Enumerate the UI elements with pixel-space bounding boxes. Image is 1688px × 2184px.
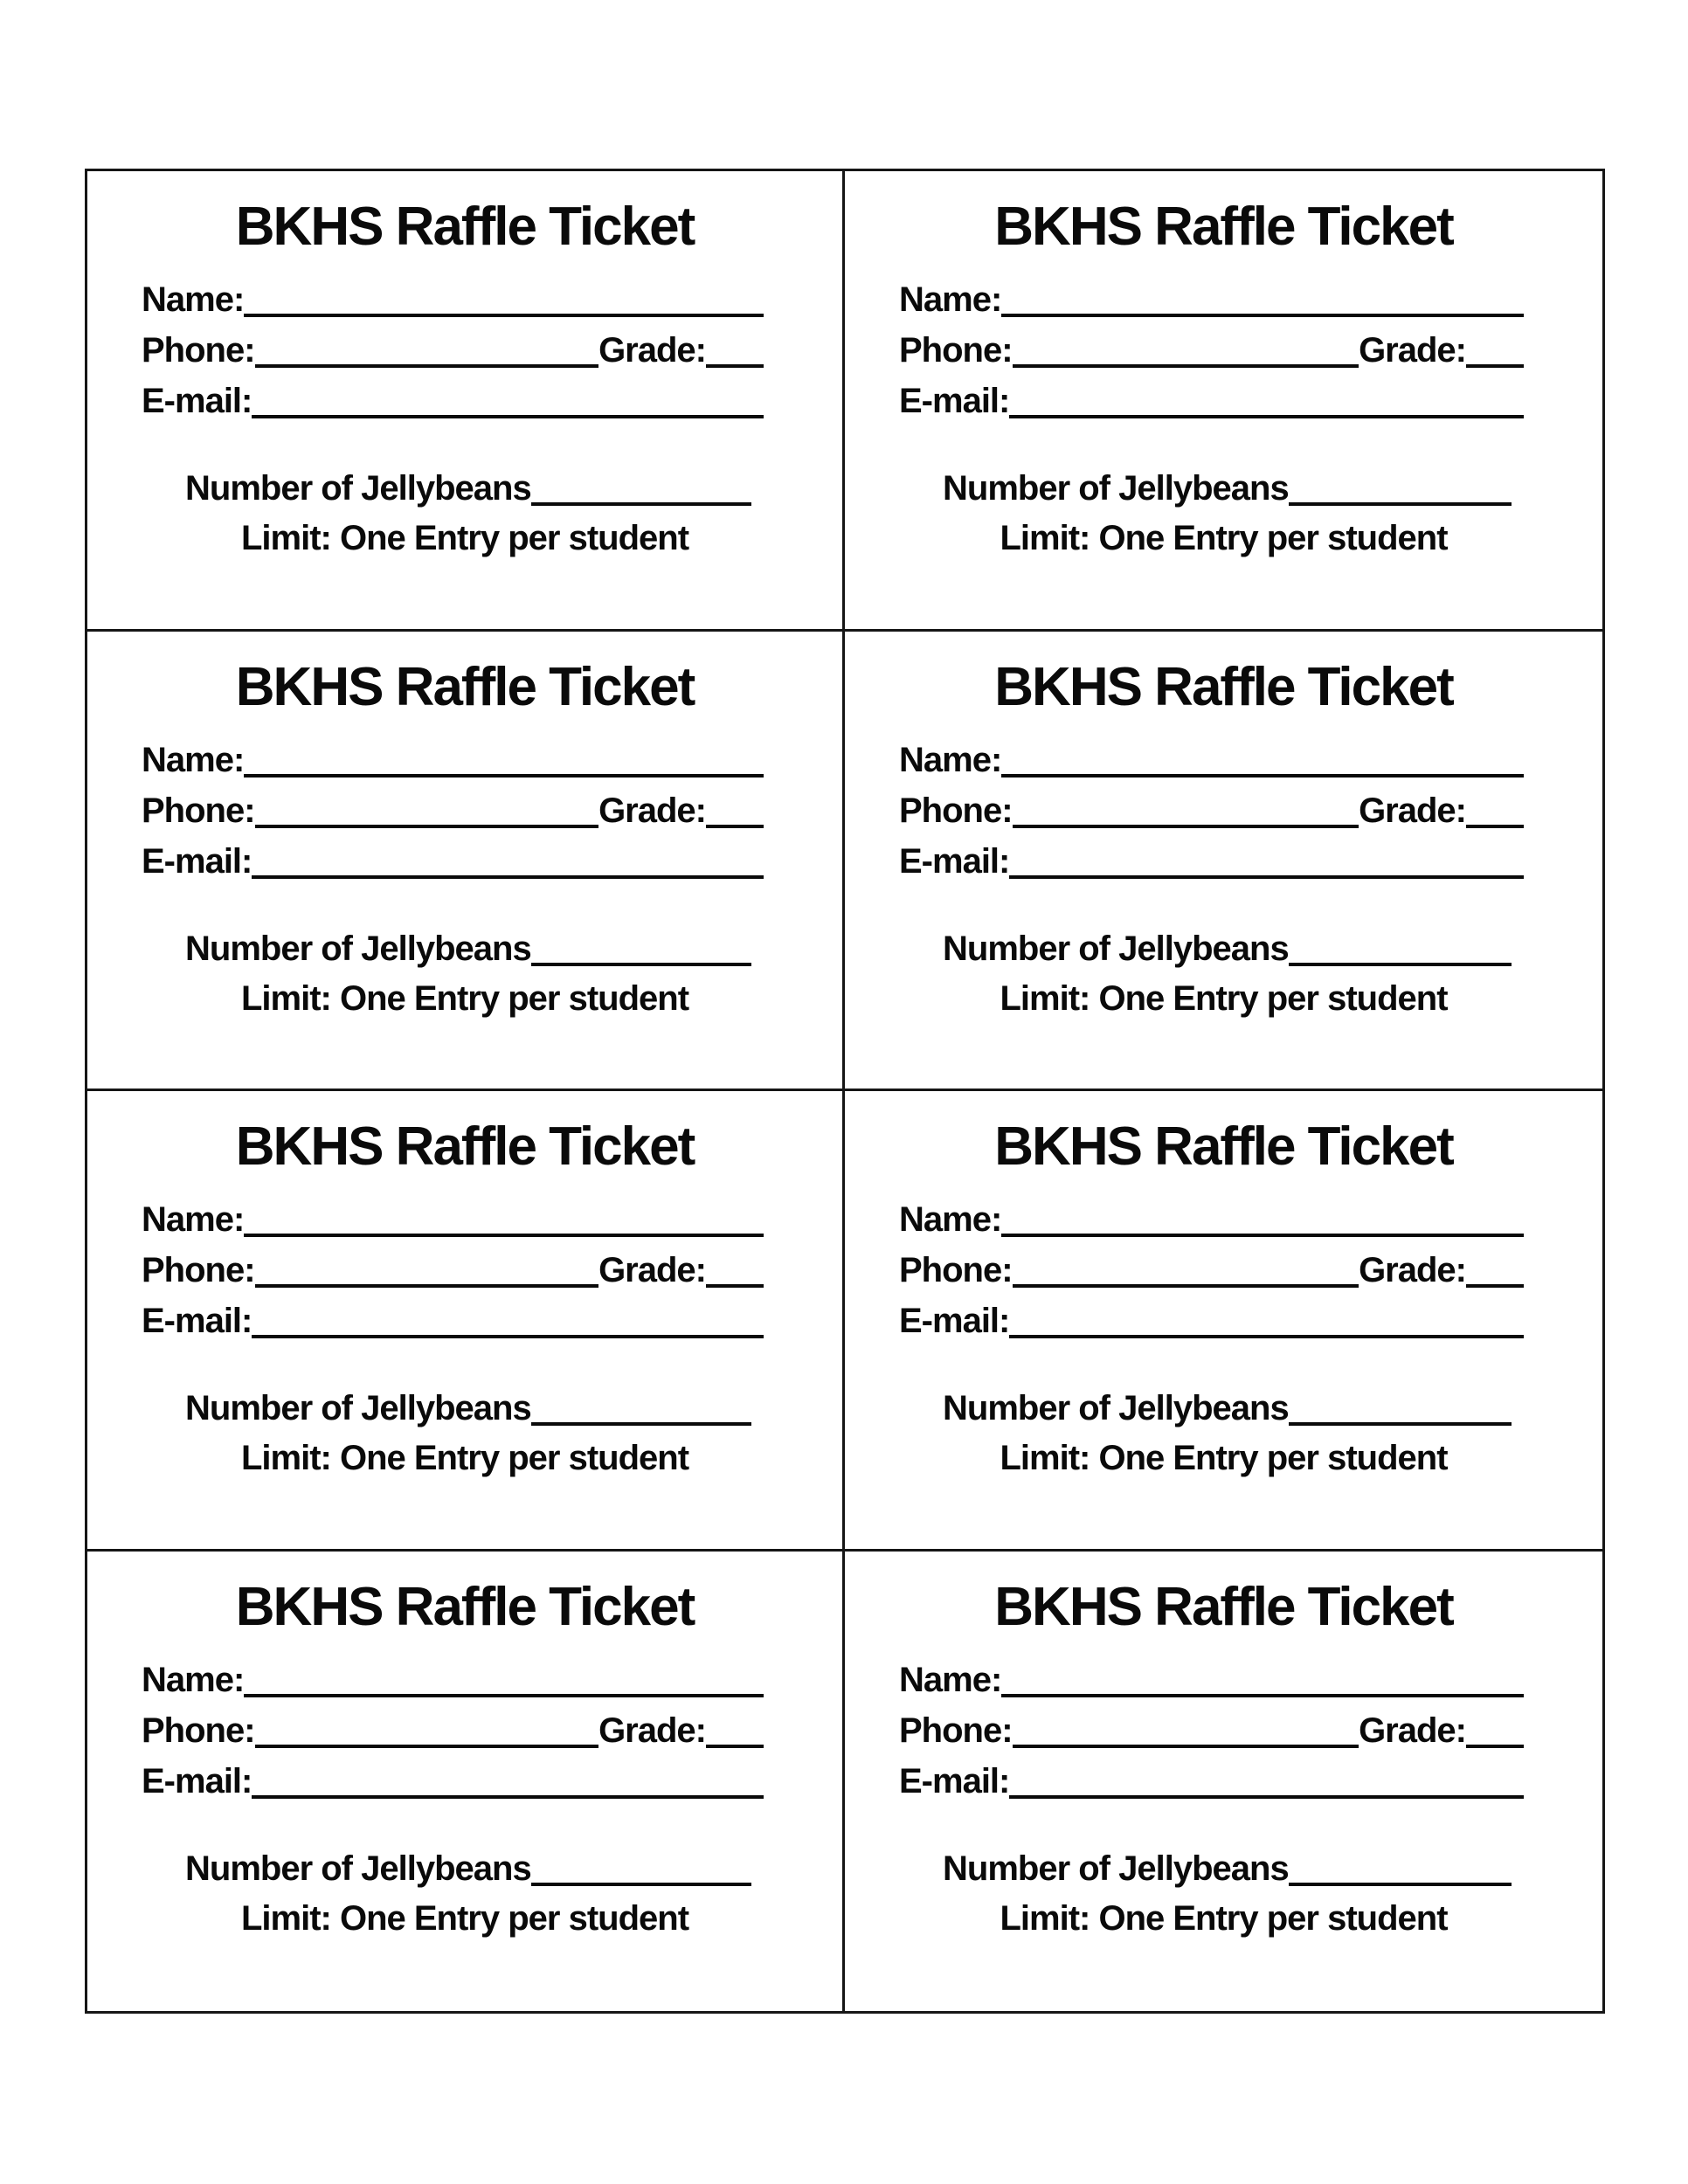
phone-row (899, 1705, 1524, 1756)
name-label: Name: (142, 1200, 245, 1239)
phone-label: Phone: (899, 331, 1013, 370)
jellybeans-label: Number of Jellybeans (185, 929, 531, 968)
name-row (899, 1194, 1524, 1245)
jellybeans-row (185, 463, 751, 514)
email-row (899, 376, 1524, 426)
email-blank-line (1009, 415, 1524, 418)
email-blank-line (252, 1335, 764, 1338)
email-blank-line (1009, 1335, 1524, 1338)
ticket (845, 1091, 1602, 1552)
ticket (87, 1552, 845, 2012)
ticket-title: BKHS Raffle Ticket (994, 1576, 1453, 1637)
email-label: E-mail: (899, 1302, 1010, 1340)
jellybeans-row (943, 1843, 1512, 1894)
name-blank-line (1001, 1234, 1524, 1237)
name-blank-line (244, 774, 764, 778)
phone-row (142, 325, 764, 376)
grade-blank-line (706, 1745, 764, 1748)
email-row (142, 376, 764, 426)
email-label: E-mail: (899, 841, 1010, 881)
phone-row (899, 1245, 1524, 1296)
jellybeans-label: Number of Jellybeans (943, 1849, 1289, 1888)
ticket-title: BKHS Raffle Ticket (235, 1116, 695, 1177)
name-row (899, 735, 1524, 785)
grade-blank-line (1466, 1745, 1524, 1748)
grade-label: Grade: (1359, 1711, 1466, 1750)
grade-label: Grade: (598, 331, 706, 370)
grade-blank-line (706, 825, 764, 828)
jellybeans-label: Number of Jellybeans (943, 929, 1289, 968)
name-blank-line (1001, 1694, 1524, 1697)
phone-row (899, 325, 1524, 376)
phone-blank-line (1013, 364, 1359, 368)
jellybeans-row (943, 923, 1512, 974)
name-blank-line (244, 314, 764, 317)
jellybeans-label: Number of Jellybeans (943, 1389, 1289, 1427)
email-row (899, 1296, 1524, 1346)
limit-note: Limit: One Entry per student (1000, 1439, 1448, 1477)
ticket-title: BKHS Raffle Ticket (235, 656, 695, 717)
jellybeans-blank-line (1289, 1422, 1512, 1426)
grade-blank-line (1466, 825, 1524, 828)
ticket (87, 171, 845, 632)
name-label: Name: (899, 1660, 1002, 1699)
jellybeans-label: Number of Jellybeans (185, 1389, 531, 1427)
limit-note: Limit: One Entry per student (240, 978, 689, 1018)
name-row (142, 1655, 764, 1705)
limit-note: Limit: One Entry per student (1000, 978, 1448, 1018)
grade-blank-line (706, 1284, 764, 1288)
jellybeans-blank-line (1289, 963, 1512, 966)
name-row (142, 274, 764, 325)
phone-row (142, 1245, 764, 1296)
jellybeans-row (185, 1383, 751, 1434)
grade-label: Grade: (1359, 331, 1466, 370)
name-label: Name: (899, 740, 1002, 779)
name-row (899, 274, 1524, 325)
phone-label: Phone: (142, 791, 255, 830)
name-blank-line (244, 1694, 764, 1697)
phone-blank-line (1013, 1745, 1359, 1748)
phone-blank-line (255, 1745, 599, 1748)
ticket (845, 632, 1602, 1092)
grade-label: Grade: (598, 791, 706, 830)
ticket-title: BKHS Raffle Ticket (235, 1576, 695, 1637)
grade-blank-line (706, 364, 764, 368)
jellybeans-row (185, 1843, 751, 1894)
email-blank-line (1009, 1795, 1524, 1799)
email-label: E-mail: (142, 841, 253, 881)
limit-note: Limit: One Entry per student (1000, 519, 1448, 557)
email-blank-line (252, 875, 764, 879)
email-blank-line (252, 1795, 764, 1799)
jellybeans-blank-line (531, 502, 751, 506)
name-row (899, 1655, 1524, 1705)
email-blank-line (252, 415, 764, 418)
jellybeans-row (943, 463, 1512, 514)
email-label: E-mail: (899, 382, 1010, 420)
phone-blank-line (1013, 825, 1359, 828)
phone-blank-line (1013, 1284, 1359, 1288)
jellybeans-blank-line (531, 1883, 751, 1886)
ticket (845, 1552, 1602, 2012)
ticket-title: BKHS Raffle Ticket (994, 1116, 1453, 1177)
ticket (845, 171, 1602, 632)
name-label: Name: (142, 740, 245, 779)
name-label: Name: (142, 1660, 245, 1699)
grade-blank-line (1466, 364, 1524, 368)
jellybeans-blank-line (531, 963, 751, 966)
name-label: Name: (899, 1200, 1002, 1239)
email-label: E-mail: (899, 1761, 1010, 1800)
phone-blank-line (255, 825, 599, 828)
phone-blank-line (255, 1284, 599, 1288)
phone-label: Phone: (899, 1251, 1013, 1289)
jellybeans-label: Number of Jellybeans (943, 469, 1289, 508)
phone-row (899, 785, 1524, 836)
grade-blank-line (1466, 1284, 1524, 1288)
jellybeans-blank-line (531, 1422, 751, 1426)
email-label: E-mail: (142, 382, 253, 420)
grade-label: Grade: (598, 1251, 706, 1289)
name-label: Name: (142, 280, 245, 319)
name-blank-line (1001, 774, 1524, 778)
limit-note: Limit: One Entry per student (240, 1439, 689, 1477)
ticket (87, 1091, 845, 1552)
email-blank-line (1009, 875, 1524, 879)
email-label: E-mail: (142, 1302, 253, 1340)
email-label: E-mail: (142, 1761, 253, 1800)
name-blank-line (1001, 314, 1524, 317)
jellybeans-label: Number of Jellybeans (185, 469, 531, 508)
limit-note: Limit: One Entry per student (240, 519, 689, 557)
grade-label: Grade: (1359, 791, 1466, 830)
email-row (142, 836, 764, 887)
phone-label: Phone: (899, 791, 1013, 830)
limit-note: Limit: One Entry per student (240, 1898, 689, 1938)
grade-label: Grade: (598, 1711, 706, 1750)
jellybeans-blank-line (1289, 1883, 1512, 1886)
name-row (142, 735, 764, 785)
jellybeans-row (185, 923, 751, 974)
email-row (142, 1756, 764, 1807)
jellybeans-label: Number of Jellybeans (185, 1849, 531, 1888)
ticket-title: BKHS Raffle Ticket (994, 656, 1453, 717)
email-row (899, 1756, 1524, 1807)
ticket-grid (85, 169, 1605, 2014)
grade-label: Grade: (1359, 1251, 1466, 1289)
ticket-title: BKHS Raffle Ticket (235, 197, 695, 257)
phone-row (142, 785, 764, 836)
jellybeans-row (943, 1383, 1512, 1434)
phone-row (142, 1705, 764, 1756)
phone-blank-line (255, 364, 599, 368)
name-row (142, 1194, 764, 1245)
ticket-title: BKHS Raffle Ticket (994, 197, 1453, 257)
phone-label: Phone: (142, 331, 255, 370)
phone-label: Phone: (142, 1711, 255, 1750)
jellybeans-blank-line (1289, 502, 1512, 506)
email-row (142, 1296, 764, 1346)
email-row (899, 836, 1524, 887)
name-blank-line (244, 1234, 764, 1237)
limit-note: Limit: One Entry per student (1000, 1898, 1448, 1938)
ticket (87, 632, 845, 1092)
name-label: Name: (899, 280, 1002, 319)
phone-label: Phone: (142, 1251, 255, 1289)
phone-label: Phone: (899, 1711, 1013, 1750)
